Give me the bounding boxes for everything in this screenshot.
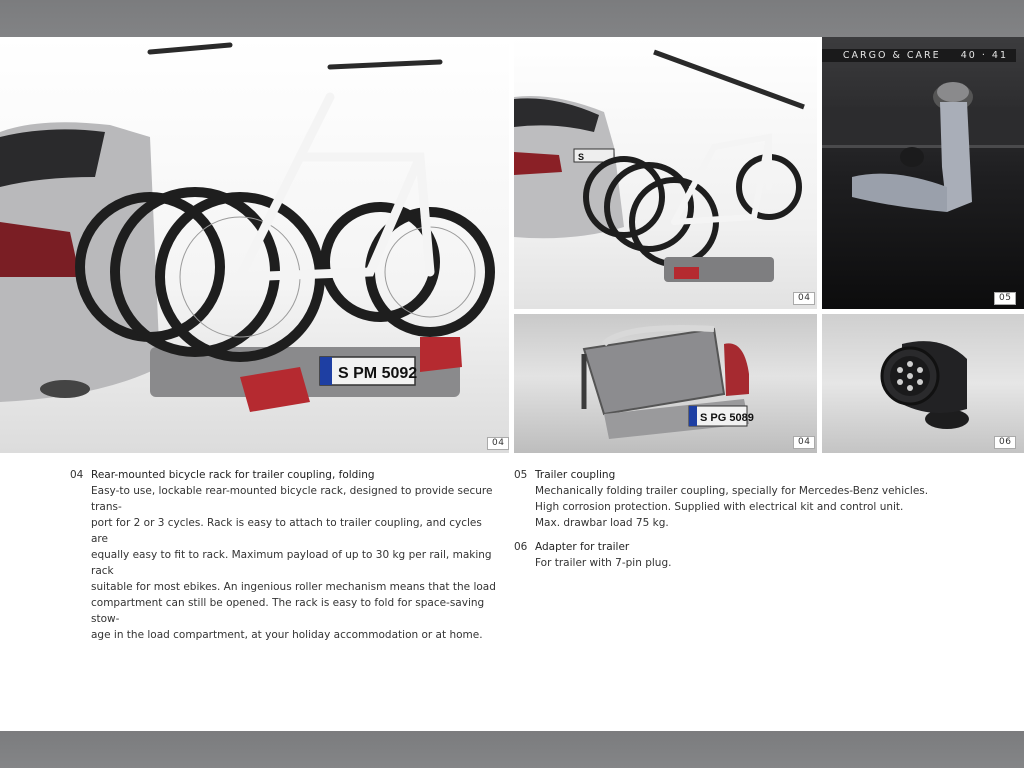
adapter-plug-photo bbox=[822, 314, 1024, 453]
bicycle-rack-illustration bbox=[0, 37, 509, 453]
text-column-right bbox=[514, 467, 934, 571]
main-license-plate: S PM 5092 bbox=[338, 365, 418, 382]
folded-rack-illustration bbox=[514, 314, 817, 453]
photo-tag-06: 06 bbox=[994, 436, 1016, 449]
item-line: Mechanically folding trailer coupling, specially for Mercedes-Benz vehicles. bbox=[535, 485, 929, 497]
item-title: Rear-mounted bicycle rack for trailer coupling, folding bbox=[91, 469, 375, 481]
page-numbers: 40 · 41 bbox=[960, 50, 1008, 61]
item-line: equally easy to fit to rack. Maximum payload of up to 30 kg per rail, making rack bbox=[91, 549, 492, 577]
top-frame-bar bbox=[0, 0, 1024, 37]
item-06 bbox=[514, 539, 934, 571]
trailer-coupling-photo bbox=[822, 37, 1024, 309]
folded-license-plate: S PG 5089 bbox=[700, 412, 754, 424]
item-line: For trailer with 7-pin plug. bbox=[535, 557, 672, 569]
rack-on-car-illustration bbox=[514, 37, 817, 309]
item-title: Adapter for trailer bbox=[535, 541, 630, 553]
item-line: port for 2 or 3 cycles. Rack is easy to attach to trailer coupling, and cycles are bbox=[91, 517, 482, 545]
item-number: 05 bbox=[514, 469, 528, 481]
item-line: Max. drawbar load 75 kg. bbox=[535, 517, 669, 529]
item-line: Easy-to use, lockable rear-mounted bicycle rack, designed to provide secure trans- bbox=[91, 485, 493, 513]
small-license-plate: S bbox=[578, 152, 585, 162]
item-line: age in the load compartment, at your holiday accommodation or at home. bbox=[91, 629, 483, 641]
bottom-frame-bar bbox=[0, 731, 1024, 768]
adapter-plug-illustration bbox=[822, 314, 1024, 453]
section-header bbox=[822, 49, 1016, 62]
item-line: compartment can still be opened. The rack is easy to fold for space-saving stow- bbox=[91, 597, 485, 625]
item-04 bbox=[70, 467, 500, 643]
trailer-coupling-illustration bbox=[822, 37, 1024, 309]
item-number: 06 bbox=[514, 541, 528, 553]
item-number: 04 bbox=[70, 469, 84, 481]
item-line: High corrosion protection. Supplied with electrical kit and control unit. bbox=[535, 501, 904, 513]
item-line: suitable for most ebikes. An ingenious roller mechanism means that the load bbox=[91, 581, 496, 593]
folded-rack-photo bbox=[514, 314, 817, 453]
photo-tag-04-main: 04 bbox=[487, 437, 509, 450]
item-title: Trailer coupling bbox=[535, 469, 616, 481]
photo-tag-04-folded: 04 bbox=[793, 436, 815, 449]
bicycle-rack-main-photo bbox=[0, 37, 509, 453]
brochure-page bbox=[0, 37, 1024, 731]
item-05 bbox=[514, 467, 934, 531]
photo-tag-05: 05 bbox=[994, 292, 1016, 305]
bicycle-rack-car-photo bbox=[514, 37, 817, 309]
text-column-left bbox=[70, 467, 500, 643]
photo-tag-04-car: 04 bbox=[793, 292, 815, 305]
section-title: CARGO & CARE bbox=[842, 50, 941, 61]
